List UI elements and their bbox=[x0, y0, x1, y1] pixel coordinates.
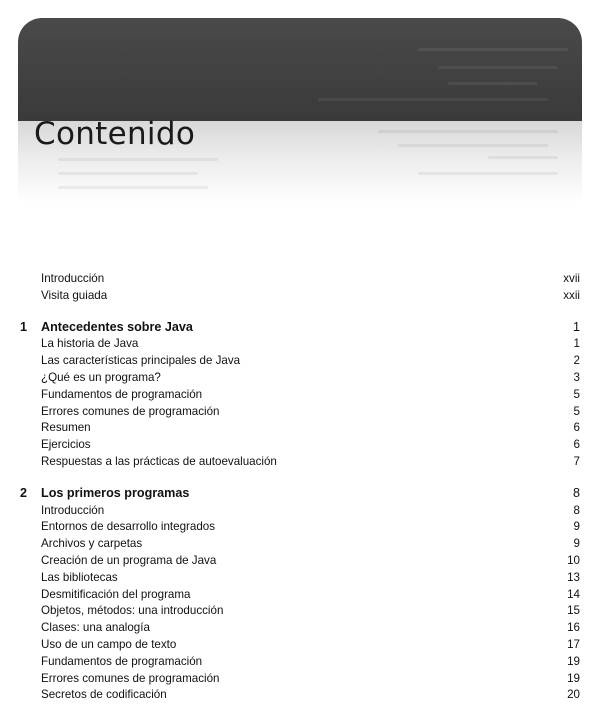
header-banner bbox=[18, 18, 582, 203]
chapter-number: 1 bbox=[20, 319, 28, 334]
entry-title: Uso de un campo de texto bbox=[41, 638, 177, 651]
toc-entry bbox=[20, 654, 580, 669]
header-ghost-texture bbox=[18, 18, 582, 203]
page-number: 16 bbox=[567, 621, 580, 635]
page-number: 17 bbox=[567, 638, 580, 651]
page-number: 8 bbox=[572, 485, 580, 500]
toc-entry bbox=[20, 603, 580, 618]
entry-title: Introducción bbox=[41, 272, 105, 285]
toc-entry bbox=[20, 353, 580, 368]
entry-title: Visita guiada bbox=[41, 288, 108, 302]
chapter-heading bbox=[20, 320, 580, 335]
toc-entry bbox=[20, 370, 580, 385]
entry-title: Resumen bbox=[41, 421, 91, 435]
chapter-title: Los primeros programas bbox=[41, 485, 190, 500]
toc-entry bbox=[20, 271, 580, 286]
entry-title: Creación de un programa de Java bbox=[41, 554, 217, 567]
page-number: 9 bbox=[573, 537, 580, 551]
toc-entry bbox=[20, 420, 580, 435]
page-number: 1 bbox=[573, 337, 580, 351]
toc-entry bbox=[20, 387, 580, 402]
toc-entry bbox=[20, 553, 580, 568]
page-number: 5 bbox=[573, 404, 580, 418]
page-number: 15 bbox=[567, 604, 580, 618]
toc-entry bbox=[20, 288, 580, 303]
toc-entry bbox=[20, 404, 580, 419]
entry-title: ¿Qué es un programa? bbox=[41, 371, 161, 384]
chapter-number: 2 bbox=[20, 485, 28, 500]
page-number: 1 bbox=[572, 319, 580, 334]
toc-entry bbox=[20, 519, 580, 534]
toc-entry bbox=[20, 454, 580, 469]
entry-title: Ejercicios bbox=[41, 438, 91, 452]
entry-title: Las bibliotecas bbox=[41, 570, 118, 584]
entry-title: Entornos de desarrollo integrados bbox=[41, 520, 216, 534]
entry-title: Introducción bbox=[41, 503, 105, 517]
page-title: Contenido bbox=[34, 116, 196, 152]
toc-entry bbox=[20, 536, 580, 551]
page-number: 5 bbox=[573, 387, 580, 401]
page-number: 8 bbox=[573, 503, 580, 517]
page-number: xvii bbox=[563, 272, 580, 285]
chapter-title: Antecedentes sobre Java bbox=[41, 319, 193, 334]
page-number: 10 bbox=[567, 554, 580, 567]
entry-title: Respuestas a las prácticas de autoevaluación bbox=[41, 455, 277, 468]
page-number: 20 bbox=[567, 688, 580, 702]
entry-title: Secretos de codificación bbox=[41, 688, 167, 702]
entry-title: Desmitificación del programa bbox=[41, 587, 191, 601]
page-number: 3 bbox=[573, 371, 580, 384]
chapter-heading bbox=[20, 486, 580, 501]
entry-title: Fundamentos de programación bbox=[41, 654, 203, 668]
toc-entry bbox=[20, 620, 580, 635]
entry-title: Errores comunes de programación bbox=[41, 404, 220, 418]
toc-entry bbox=[20, 503, 580, 518]
entry-title: Archivos y carpetas bbox=[41, 537, 143, 551]
page-number: 6 bbox=[573, 438, 580, 452]
entry-title: Las características principales de Java bbox=[41, 354, 241, 368]
toc-entry bbox=[20, 437, 580, 452]
page-number: xxii bbox=[563, 288, 580, 302]
toc-entry bbox=[20, 336, 580, 351]
page-number: 14 bbox=[567, 587, 580, 601]
entry-title: Objetos, métodos: una introducción bbox=[41, 604, 224, 618]
entry-title: Fundamentos de programación bbox=[41, 387, 203, 401]
toc-entry bbox=[20, 637, 580, 652]
page-number: 13 bbox=[567, 570, 580, 584]
page-number: 19 bbox=[567, 654, 580, 668]
toc-entry bbox=[20, 687, 580, 702]
toc-entry bbox=[20, 570, 580, 585]
entry-title: Clases: una analogía bbox=[41, 621, 150, 635]
entry-title: Errores comunes de programación bbox=[41, 671, 220, 685]
page-number: 9 bbox=[573, 520, 580, 534]
page-number: 2 bbox=[573, 354, 580, 368]
page-number: 19 bbox=[567, 671, 580, 685]
page-number: 7 bbox=[573, 455, 580, 468]
entry-title: La historia de Java bbox=[41, 337, 139, 351]
toc-entry bbox=[20, 671, 580, 686]
toc-entry bbox=[20, 587, 580, 602]
page-number: 6 bbox=[573, 421, 580, 435]
